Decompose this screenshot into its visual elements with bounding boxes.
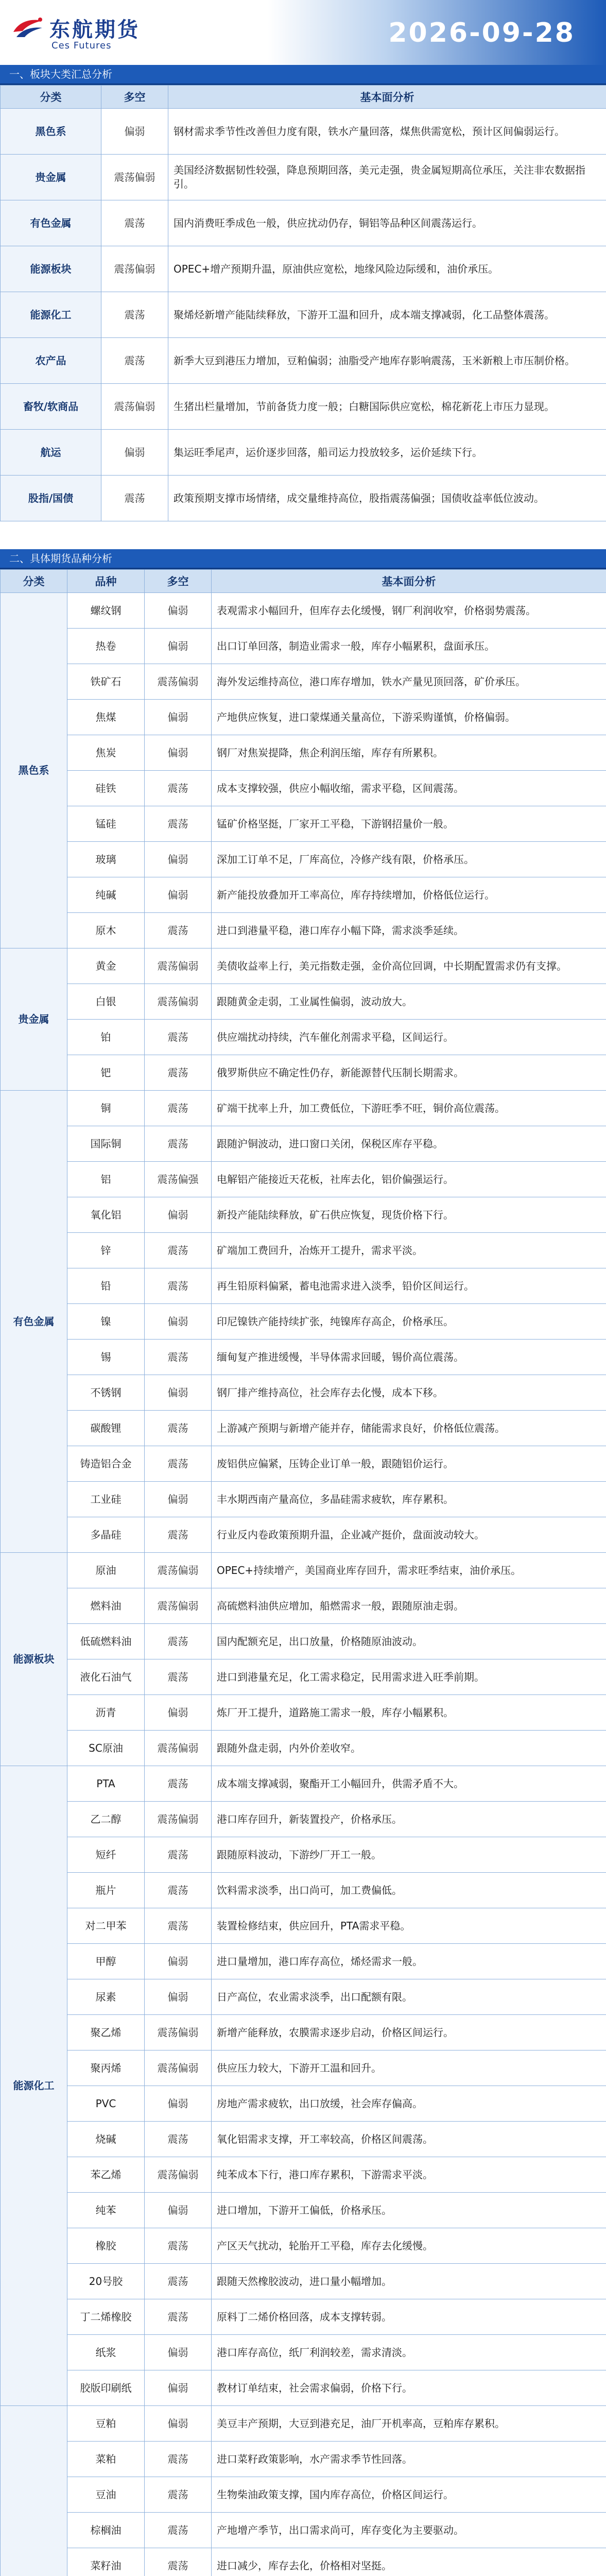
analysis-cell: 矿端干扰率上升，加工费低位，下游旺季不旺，铜价高位震荡。	[212, 1091, 606, 1126]
table-row	[1, 1731, 606, 1766]
analysis-cell: 日产高位，农业需求淡季，出口配额有限。	[212, 1979, 606, 2015]
sentiment-cell: 偏弱	[145, 1375, 212, 1411]
sentiment-cell: 震荡	[145, 1659, 212, 1695]
sentiment-cell: 震荡	[145, 1517, 212, 1553]
analysis-cell: 俄罗斯供应不确定性仍存，新能源替代压制长期需求。	[212, 1055, 606, 1091]
variety-cell: 螺纹钢	[67, 593, 145, 629]
variety-cell: 短纤	[67, 1837, 145, 1873]
column-header: 品种	[67, 570, 145, 593]
variety-cell: 苯乙烯	[67, 2157, 145, 2193]
table-row	[1, 1268, 606, 1304]
table-row	[1, 593, 606, 629]
analysis-cell: 钢厂排产维持高位，社会库存去化慢，成本下移。	[212, 1375, 606, 1411]
table-row	[1, 2122, 606, 2157]
analysis-cell: 跟随原料波动，下游纱厂开工一般。	[212, 1837, 606, 1873]
analysis-cell: 进口到港量平稳，港口库存小幅下降，需求淡季延续。	[212, 913, 606, 948]
analysis-cell: 产地供应恢复，进口蒙煤通关量高位，下游采购谨慎，价格偏弱。	[212, 700, 606, 735]
table-row	[1, 1837, 606, 1873]
analysis-cell: 新季大豆到港压力增加，豆粕偏弱；油脂受产地库存影响震荡，玉米新粮上市压制价格。	[168, 338, 606, 384]
table-row	[1, 806, 606, 842]
sentiment-cell: 震荡	[101, 292, 168, 338]
table-row	[1, 913, 606, 948]
table-row	[1, 1091, 606, 1126]
table-header-row	[1, 570, 606, 593]
variety-cell: 纯苯	[67, 2193, 145, 2228]
analysis-cell: 高硫燃料油供应增加，船燃需求一般，跟随原油走弱。	[212, 1588, 606, 1624]
analysis-cell: 进口减少，库存去化，价格相对坚挺。	[212, 2548, 606, 2576]
table-row	[1, 200, 606, 246]
variety-cell: 黄金	[67, 948, 145, 984]
sentiment-cell: 震荡	[145, 1873, 212, 1908]
variety-cell: 焦煤	[67, 700, 145, 735]
table-row	[1, 1482, 606, 1517]
variety-cell: 原木	[67, 913, 145, 948]
analysis-cell: 钢材需求季节性改善但力度有限，铁水产量回落，煤焦供需宽松，预计区间偏弱运行。	[168, 109, 606, 155]
table-row	[1, 2193, 606, 2228]
sentiment-cell: 震荡	[101, 476, 168, 521]
analysis-cell: 新产能投放叠加开工率高位，库存持续增加，价格低位运行。	[212, 877, 606, 913]
analysis-cell: 上游减产预期与新增产能并存，储能需求良好，价格低位震荡。	[212, 1411, 606, 1446]
category-cell: 航运	[1, 430, 101, 476]
analysis-cell: 锰矿价格坚挺，厂家开工平稳，下游钢招量价一般。	[212, 806, 606, 842]
sentiment-cell: 震荡	[145, 1340, 212, 1375]
variety-cell: 甲醇	[67, 1944, 145, 1979]
table-row	[1, 292, 606, 338]
sentiment-cell: 震荡	[145, 1268, 212, 1304]
sentiment-cell: 偏弱	[145, 1944, 212, 1979]
analysis-cell: 纯苯成本下行，港口库存累积，下游需求平淡。	[212, 2157, 606, 2193]
category-cell: 股指/国债	[1, 476, 101, 521]
variety-cell: 豆粕	[67, 2406, 145, 2442]
analysis-cell: 成本端支撑减弱，聚酯开工小幅回升，供需矛盾不大。	[212, 1766, 606, 1802]
analysis-cell: 炼厂开工提升，道路施工需求一般，库存小幅累积。	[212, 1695, 606, 1731]
table-row	[1, 1340, 606, 1375]
sentiment-cell: 偏弱	[145, 1695, 212, 1731]
sentiment-cell: 震荡偏弱	[145, 664, 212, 700]
variety-cell: SC原油	[67, 1731, 145, 1766]
analysis-cell: 再生铅原料偏紧，蓄电池需求进入淡季，铅价区间运行。	[212, 1268, 606, 1304]
analysis-cell: 供应压力较大，下游开工温和回升。	[212, 2050, 606, 2086]
table-row	[1, 2050, 606, 2086]
variety-cell: 纸浆	[67, 2335, 145, 2370]
table-row	[1, 2264, 606, 2299]
table-row	[1, 1233, 606, 1268]
sentiment-cell: 震荡偏弱	[145, 2050, 212, 2086]
table-row	[1, 1411, 606, 1446]
analysis-cell: 聚烯烃新增产能陆续释放，下游开工温和回升，成本端支撑减弱，化工品整体震荡。	[168, 292, 606, 338]
table-row	[1, 1517, 606, 1553]
table-row	[1, 629, 606, 664]
sentiment-cell: 震荡	[145, 1837, 212, 1873]
table-row	[1, 2157, 606, 2193]
table-row	[1, 2406, 606, 2442]
analysis-cell: 印尼镍铁产能持续扩张，纯镍库存高企，价格承压。	[212, 1304, 606, 1340]
column-header: 分类	[1, 86, 101, 109]
variety-cell: 橡胶	[67, 2228, 145, 2264]
variety-cell: 工业硅	[67, 1482, 145, 1517]
category-cell: 贵金属	[1, 155, 101, 200]
table-row	[1, 2335, 606, 2370]
analysis-cell: 产区天气扰动，轮胎开工平稳，库存去化缓慢。	[212, 2228, 606, 2264]
variety-cell: 豆油	[67, 2477, 145, 2513]
sentiment-cell: 震荡	[145, 1624, 212, 1659]
table-row	[1, 2442, 606, 2477]
variety-detail-section	[0, 549, 606, 2576]
sentiment-cell: 震荡	[145, 1055, 212, 1091]
analysis-cell: 生物柴油政策支撑，国内库存高位，价格区间运行。	[212, 2477, 606, 2513]
table-row	[1, 1908, 606, 1944]
analysis-cell: 国内配额充足，出口放量，价格随原油波动。	[212, 1624, 606, 1659]
table-row	[1, 430, 606, 476]
variety-cell: 对二甲苯	[67, 1908, 145, 1944]
variety-cell: 棕榈油	[67, 2513, 145, 2548]
table-row	[1, 476, 606, 521]
table-row	[1, 1588, 606, 1624]
variety-cell: 瓶片	[67, 1873, 145, 1908]
sentiment-cell: 偏弱	[145, 2335, 212, 2370]
column-header: 基本面分析	[212, 570, 606, 593]
table-row	[1, 1162, 606, 1197]
column-header: 多空	[145, 570, 212, 593]
sentiment-cell: 偏弱	[101, 109, 168, 155]
variety-cell: 热卷	[67, 629, 145, 664]
analysis-cell: 美豆丰产预期，大豆到港充足，油厂开机率高，豆粕库存累积。	[212, 2406, 606, 2442]
sentiment-cell: 震荡偏弱	[145, 1731, 212, 1766]
table-row	[1, 384, 606, 430]
variety-cell: 铅	[67, 1268, 145, 1304]
sentiment-cell: 震荡偏弱	[101, 384, 168, 430]
sentiment-cell: 震荡	[145, 1020, 212, 1055]
table-row	[1, 1304, 606, 1340]
sentiment-cell: 偏弱	[145, 2406, 212, 2442]
sentiment-cell: 震荡偏弱	[145, 1553, 212, 1588]
sentiment-cell: 震荡偏弱	[145, 1802, 212, 1837]
analysis-cell: 废铝供应偏紧，压铸企业订单一般，跟随铝价运行。	[212, 1446, 606, 1482]
sentiment-cell: 震荡偏弱	[145, 2015, 212, 2050]
analysis-cell: 海外发运维持高位，港口库存增加，铁水产量见顶回落，矿价承压。	[212, 664, 606, 700]
brand-name-en: Ces Futures	[51, 40, 112, 51]
sentiment-cell: 震荡	[145, 2477, 212, 2513]
sentiment-cell: 震荡	[145, 2228, 212, 2264]
table-row	[1, 735, 606, 771]
sentiment-cell: 震荡	[145, 2122, 212, 2157]
table-row	[1, 1802, 606, 1837]
variety-cell: 硅铁	[67, 771, 145, 806]
variety-detail-table	[0, 569, 606, 2576]
group-cell: 黑色系	[1, 593, 67, 948]
variety-cell: 铜	[67, 1091, 145, 1126]
analysis-cell: 深加工订单不足，厂库高位，冷修产线有限，价格承压。	[212, 842, 606, 877]
analysis-cell: 政策预期支撑市场情绪，成交量维持高位，股指震荡偏强；国债收益率低位波动。	[168, 476, 606, 521]
table-row	[1, 2086, 606, 2122]
sentiment-cell: 偏弱	[145, 1979, 212, 2015]
variety-cell: 沥青	[67, 1695, 145, 1731]
analysis-cell: 原料丁二烯价格回落，成本支撑转弱。	[212, 2299, 606, 2335]
variety-cell: 丁二烯橡胶	[67, 2299, 145, 2335]
variety-cell: 氧化铝	[67, 1197, 145, 1233]
analysis-cell: 饮料需求淡季，出口尚可，加工费偏低。	[212, 1873, 606, 1908]
sentiment-cell: 震荡	[145, 2513, 212, 2548]
table-row	[1, 2548, 606, 2576]
sentiment-cell: 偏弱	[145, 735, 212, 771]
analysis-cell: 缅甸复产推进缓慢，半导体需求回暖，锡价高位震荡。	[212, 1340, 606, 1375]
category-cell: 有色金属	[1, 200, 101, 246]
table-row	[1, 842, 606, 877]
variety-cell: 聚丙烯	[67, 2050, 145, 2086]
variety-cell: 多晶硅	[67, 1517, 145, 1553]
brand-logo	[11, 9, 166, 56]
variety-cell: 锰硅	[67, 806, 145, 842]
variety-cell: 不锈钢	[67, 1375, 145, 1411]
analysis-cell: 房地产需求疲软，出口放缓，社会库存偏高。	[212, 2086, 606, 2122]
variety-cell: 纯碱	[67, 877, 145, 913]
analysis-cell: OPEC+增产预期升温，原油供应宽松，地缘风险边际缓和，油价承压。	[168, 246, 606, 292]
variety-cell: 液化石油气	[67, 1659, 145, 1695]
sentiment-cell: 偏弱	[145, 877, 212, 913]
variety-cell: PVC	[67, 2086, 145, 2122]
category-cell: 能源化工	[1, 292, 101, 338]
table-row	[1, 1197, 606, 1233]
variety-cell: 铝	[67, 1162, 145, 1197]
variety-cell: 原油	[67, 1553, 145, 1588]
table-row	[1, 2015, 606, 2050]
variety-cell: 碳酸锂	[67, 1411, 145, 1446]
variety-cell: 胶版印刷纸	[67, 2370, 145, 2406]
group-cell: 有色金属	[1, 1091, 67, 1553]
category-cell: 农产品	[1, 338, 101, 384]
category-cell: 能源板块	[1, 246, 101, 292]
sentiment-cell: 震荡	[145, 2442, 212, 2477]
table-row	[1, 1126, 606, 1162]
sentiment-cell: 偏弱	[145, 842, 212, 877]
table-row	[1, 771, 606, 806]
variety-cell: 国际铜	[67, 1126, 145, 1162]
analysis-cell: 进口菜籽政策影响，水产需求季节性回落。	[212, 2442, 606, 2477]
sentiment-cell: 偏弱	[145, 2086, 212, 2122]
column-header: 基本面分析	[168, 86, 606, 109]
table-row	[1, 1695, 606, 1731]
variety-cell: 铸造铝合金	[67, 1446, 145, 1482]
report-header	[0, 0, 606, 65]
table-row	[1, 1446, 606, 1482]
sentiment-cell: 震荡偏弱	[101, 155, 168, 200]
sentiment-cell: 震荡	[145, 2299, 212, 2335]
airline-logo-icon	[11, 13, 44, 46]
sentiment-cell: 震荡	[145, 1091, 212, 1126]
table-row	[1, 1375, 606, 1411]
analysis-cell: 美债收益率上行，美元指数走强，金价高位回调，中长期配置需求仍有支撑。	[212, 948, 606, 984]
analysis-cell: 美国经济数据韧性较强，降息预期回落，美元走强，贵金属短期高位承压，关注非农数据指引。	[168, 155, 606, 200]
sentiment-cell: 偏弱	[101, 430, 168, 476]
sentiment-cell: 震荡偏弱	[145, 984, 212, 1020]
sentiment-cell: 震荡	[145, 806, 212, 842]
table-row	[1, 700, 606, 735]
analysis-cell: 进口增加，下游开工偏低，价格承压。	[212, 2193, 606, 2228]
variety-cell: 燃料油	[67, 1588, 145, 1624]
analysis-cell: 行业反内卷政策预期升温，企业减产挺价，盘面波动较大。	[212, 1517, 606, 1553]
table-row	[1, 1624, 606, 1659]
table-row	[1, 2370, 606, 2406]
table-row	[1, 338, 606, 384]
variety-cell: 菜籽油	[67, 2548, 145, 2576]
column-header: 多空	[101, 86, 168, 109]
variety-cell: 锡	[67, 1340, 145, 1375]
table-row	[1, 984, 606, 1020]
sentiment-cell: 偏弱	[145, 1482, 212, 1517]
table-row	[1, 109, 606, 155]
sentiment-cell: 震荡	[145, 1766, 212, 1802]
analysis-cell: 新增产能释放，农膜需求逐步启动，价格区间运行。	[212, 2015, 606, 2050]
sector-summary-table	[0, 85, 606, 521]
table-row	[1, 1873, 606, 1908]
group-cell: 贵金属	[1, 948, 67, 1091]
sentiment-cell: 震荡偏弱	[145, 1588, 212, 1624]
variety-cell: 烧碱	[67, 2122, 145, 2157]
sentiment-cell: 震荡	[101, 200, 168, 246]
table-row	[1, 1055, 606, 1091]
table-row	[1, 2513, 606, 2548]
sentiment-cell: 偏弱	[145, 700, 212, 735]
variety-cell: 玻璃	[67, 842, 145, 877]
analysis-cell: 表观需求小幅回升，但库存去化缓慢，钢厂利润收窄，价格弱势震荡。	[212, 593, 606, 629]
analysis-cell: 电解铝产能接近天花板，社库去化，铝价偏强运行。	[212, 1162, 606, 1197]
sentiment-cell: 偏弱	[145, 2193, 212, 2228]
variety-cell: 白银	[67, 984, 145, 1020]
table-row	[1, 1020, 606, 1055]
analysis-cell: 装置检修结束，供应回升，PTA需求平稳。	[212, 1908, 606, 1944]
sentiment-cell: 偏弱	[145, 593, 212, 629]
variety-cell: 尿素	[67, 1979, 145, 2015]
table-row	[1, 155, 606, 200]
analysis-cell: 供应端扰动持续，汽车催化剂需求平稳，区间运行。	[212, 1020, 606, 1055]
sentiment-cell: 偏弱	[145, 1304, 212, 1340]
variety-cell: 20号胶	[67, 2264, 145, 2299]
analysis-cell: 国内消费旺季成色一般，供应扰动仍存，铜铝等品种区间震荡运行。	[168, 200, 606, 246]
brand-name-cn: 东航期货	[49, 18, 140, 42]
analysis-cell: 港口库存回升，新装置投产，价格承压。	[212, 1802, 606, 1837]
analysis-cell: 跟随黄金走弱，工业属性偏弱，波动放大。	[212, 984, 606, 1020]
variety-cell: 焦炭	[67, 735, 145, 771]
table-row	[1, 1659, 606, 1695]
variety-cell: 菜粕	[67, 2442, 145, 2477]
analysis-cell: 新投产能陆续释放，矿石供应恢复，现货价格下行。	[212, 1197, 606, 1233]
variety-cell: PTA	[67, 1766, 145, 1802]
analysis-cell: 跟随外盘走弱，内外价差收窄。	[212, 1731, 606, 1766]
sentiment-cell: 震荡	[145, 913, 212, 948]
sentiment-cell: 震荡	[145, 1411, 212, 1446]
variety-detail-title: 二、具体期货品种分析	[0, 549, 606, 569]
analysis-cell: 氧化铝需求支撑，开工率较高，价格区间震荡。	[212, 2122, 606, 2157]
analysis-cell: 港口库存高位，纸厂利润较差，需求清淡。	[212, 2335, 606, 2370]
analysis-cell: 跟随沪铜波动，进口窗口关闭，保税区库存平稳。	[212, 1126, 606, 1162]
sentiment-cell: 震荡	[145, 1908, 212, 1944]
analysis-cell: 产地增产季节，出口需求尚可，库存变化为主要驱动。	[212, 2513, 606, 2548]
analysis-cell: 进口量增加，港口库存高位，烯烃需求一般。	[212, 1944, 606, 1979]
sentiment-cell: 震荡	[101, 338, 168, 384]
variety-cell: 镍	[67, 1304, 145, 1340]
variety-cell: 铂	[67, 1020, 145, 1055]
variety-cell: 乙二醇	[67, 1802, 145, 1837]
sentiment-cell: 震荡偏弱	[101, 246, 168, 292]
sentiment-cell: 偏弱	[145, 629, 212, 664]
group-cell	[1, 2406, 67, 2576]
group-cell: 能源化工	[1, 1766, 67, 2406]
analysis-cell: 出口订单回落，制造业需求一般，库存小幅累积，盘面承压。	[212, 629, 606, 664]
report-date: 2026-09-28	[388, 18, 575, 48]
analysis-cell: 集运旺季尾声，运价逐步回落，船司运力投放较多，运价延续下行。	[168, 430, 606, 476]
sentiment-cell: 震荡	[145, 1233, 212, 1268]
table-row	[1, 948, 606, 984]
sentiment-cell: 震荡	[145, 771, 212, 806]
analysis-cell: 跟随天然橡胶波动，进口量小幅增加。	[212, 2264, 606, 2299]
sector-summary-section	[0, 65, 606, 521]
analysis-cell: 生猪出栏量增加，节前备货力度一般；白糖国际供应宽松，棉花新花上市压力显现。	[168, 384, 606, 430]
sector-summary-title: 一、板块大类汇总分析	[0, 65, 606, 85]
group-cell: 能源板块	[1, 1553, 67, 1766]
sentiment-cell: 偏弱	[145, 2370, 212, 2406]
table-row	[1, 2228, 606, 2264]
analysis-cell: 进口到港量充足，化工需求稳定，民用需求进入旺季前期。	[212, 1659, 606, 1695]
column-header: 分类	[1, 570, 67, 593]
table-row	[1, 1944, 606, 1979]
date-banner	[268, 0, 606, 65]
table-row	[1, 2299, 606, 2335]
sentiment-cell: 震荡偏强	[145, 1162, 212, 1197]
table-header-row	[1, 86, 606, 109]
table-row	[1, 2477, 606, 2513]
table-row	[1, 877, 606, 913]
analysis-cell: 成本支撑较强，供应小幅收缩，需求平稳，区间震荡。	[212, 771, 606, 806]
analysis-cell: 教材订单结束，社会需求偏弱，价格下行。	[212, 2370, 606, 2406]
sentiment-cell: 偏弱	[145, 1197, 212, 1233]
table-row	[1, 1979, 606, 2015]
category-cell: 畜牧/软商品	[1, 384, 101, 430]
sentiment-cell: 震荡	[145, 1126, 212, 1162]
analysis-cell: 矿端加工费回升，冶炼开工提升，需求平淡。	[212, 1233, 606, 1268]
table-row	[1, 246, 606, 292]
analysis-cell: 钢厂对焦炭提降，焦企利润压缩，库存有所累积。	[212, 735, 606, 771]
sentiment-cell: 震荡偏弱	[145, 948, 212, 984]
table-row	[1, 664, 606, 700]
analysis-cell: OPEC+持续增产，美国商业库存回升，需求旺季结束，油价承压。	[212, 1553, 606, 1588]
variety-cell: 铁矿石	[67, 664, 145, 700]
sentiment-cell: 震荡偏弱	[145, 2157, 212, 2193]
sentiment-cell: 震荡	[145, 2264, 212, 2299]
sentiment-cell: 震荡	[145, 1446, 212, 1482]
variety-cell: 锌	[67, 1233, 145, 1268]
sentiment-cell: 震荡	[145, 2548, 212, 2576]
variety-cell: 钯	[67, 1055, 145, 1091]
table-row	[1, 1553, 606, 1588]
analysis-cell: 丰水期西南产量高位，多晶硅需求疲软，库存累积。	[212, 1482, 606, 1517]
variety-cell: 低硫燃料油	[67, 1624, 145, 1659]
table-row	[1, 1766, 606, 1802]
category-cell: 黑色系	[1, 109, 101, 155]
variety-cell: 聚乙烯	[67, 2015, 145, 2050]
